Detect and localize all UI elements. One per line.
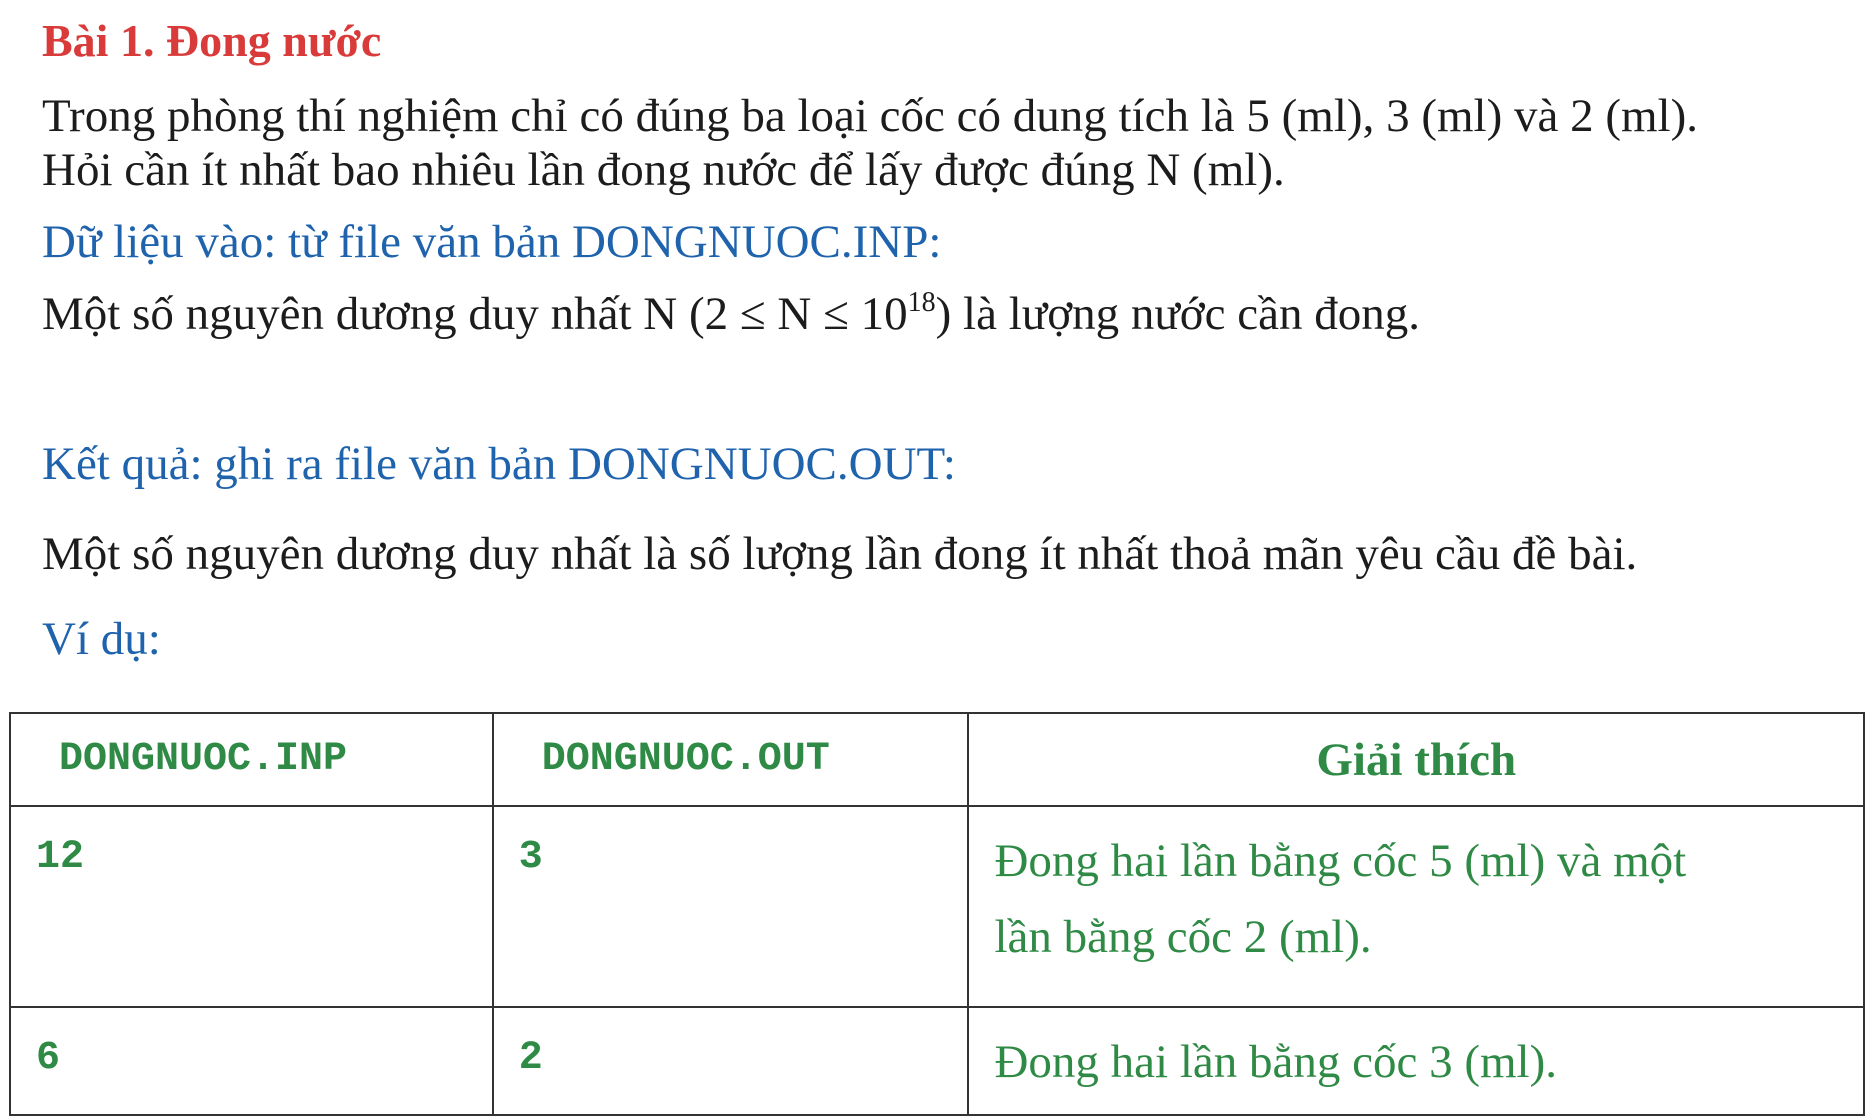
input-description	[42, 276, 1420, 352]
input-desc-before: Một số nguyên dương duy nhất N (2 ≤ N ≤ 10	[42, 288, 908, 340]
input-desc-after: ) là lượng nước cần đong.	[935, 288, 1420, 340]
example-explanation-cell	[968, 806, 1864, 1007]
header-input-file: DONGNUOC.INP	[10, 713, 493, 806]
table-row	[10, 1007, 1864, 1115]
table-header-row	[10, 713, 1864, 806]
output-heading: Kết quả: ghi ra file văn bản DONGNUOC.OUT:	[42, 438, 956, 490]
statement-line-1: Trong phòng thí nghiệm chỉ có đúng ba loại cốc có dung tích là 5 (ml), 3 (ml) và 2 (ml).	[42, 90, 1699, 142]
explanation-line: lần bằng cốc 2 (ml).	[994, 911, 1372, 963]
example-output-cell: 3	[493, 806, 969, 1007]
example-input-cell: 6	[10, 1007, 493, 1115]
input-heading: Dữ liệu vào: từ file văn bản DONGNUOC.INP:	[42, 216, 942, 268]
example-input-cell: 12	[10, 806, 493, 1007]
output-description: Một số nguyên dương duy nhất là số lượng lần đong ít nhất thoả mãn yêu cầu đề bài.	[42, 528, 1638, 580]
example-explanation-cell: Đong hai lần bằng cốc 3 (ml).	[968, 1007, 1864, 1115]
example-heading: Ví dụ:	[42, 613, 161, 665]
explanation-line: Đong hai lần bằng cốc 5 (ml) và một	[994, 835, 1687, 887]
problem-title: Bài 1. Đong nước	[42, 15, 382, 66]
table-row	[10, 806, 1864, 1007]
header-explanation: Giải thích	[968, 713, 1864, 806]
statement-line-2: Hỏi cần ít nhất bao nhiêu lần đong nước để lấy được đúng N (ml).	[42, 144, 1285, 196]
input-desc-exponent: 18	[907, 287, 936, 318]
example-output-cell: 2	[493, 1007, 969, 1115]
header-output-file: DONGNUOC.OUT	[493, 713, 969, 806]
example-table	[9, 712, 1865, 1116]
